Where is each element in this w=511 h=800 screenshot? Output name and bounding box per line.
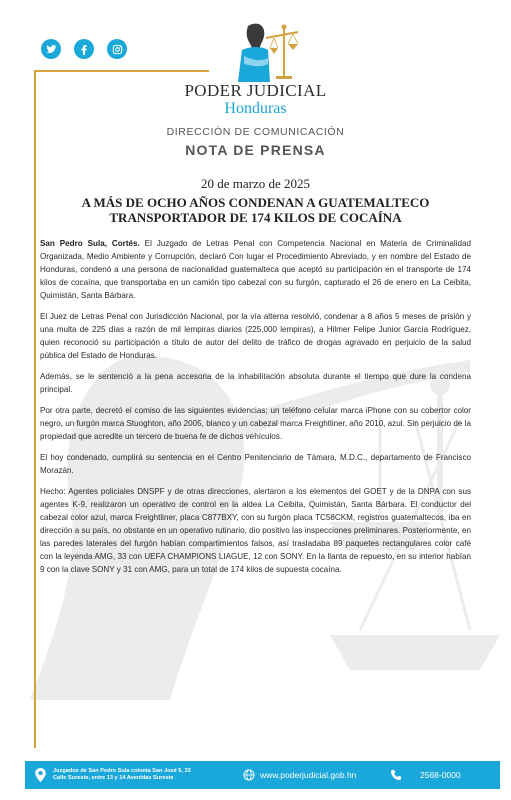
paragraph-2: El Juez de Letras Penal con Jurisdicción Nacional, por la vía alterna resolvió, condenar a 8 años 5 meses de prisión y una multa de 225 días a razón de mil lempiras diarios (225,000 lempiras), a Hilmer Felipe Junior García Rodríguez, quien reconoció su participación a título de autor del delito de tráfico de drogas agravado en perjuicio de la salud pública del Estado de Honduras.	[40, 312, 471, 360]
footer-bar	[25, 761, 500, 789]
footer-address	[53, 768, 233, 782]
phone-icon	[390, 769, 402, 781]
instagram-icon[interactable]	[107, 39, 127, 59]
article-date: 20 de marzo de 2025	[200, 176, 311, 191]
paragraph-1-text: El Juzgado de Letras Penal con Competencia Nacional en Materia de Criminalidad Organizada, Medio Ambiente y Corrupción, declaró Con lugar el Procedimiento Abreviado, y en nombre del Estado de Honduras, condenó a una persona de nacionalidad guatemalteca que aceptó su participación en el transporte de 174 kilos de cocaína, que transportaba en un camión tipo cabezal con su furgón, capturado el 26 de enero en La Ceibita, Quimistán, Santa Bárbara.	[40, 239, 471, 300]
poder-judicial-logo	[230, 18, 300, 88]
frame-left-line	[34, 70, 36, 748]
address-line-2: Calle Sureste, entre 13 y 14 Avenidas Sureste	[53, 775, 174, 781]
phone-number: 2568-0000	[420, 770, 461, 780]
article-headline	[40, 195, 471, 225]
globe-icon	[243, 769, 255, 781]
facebook-icon[interactable]	[74, 39, 94, 59]
headline-line-1: A MÁS DE OCHO AÑOS CONDENAN A GUATEMALTECO	[81, 195, 430, 210]
paragraph-1	[40, 237, 471, 302]
website-link[interactable]: www.poderjudicial.gob.hn	[260, 770, 357, 780]
department-title: DIRECCIÓN DE COMUNICACIÓN	[166, 126, 345, 138]
frame-top-line	[34, 70, 209, 72]
headline-line-2: TRANSPORTADOR DE 174 KILOS DE COCAÍNA	[109, 210, 402, 225]
paragraph-5: El hoy condenado, cumplirá su sentencia en el Centro Penitenciario de Támara, M.D.C., departamento de Francisco Morazán.	[40, 453, 471, 475]
twitter-icon[interactable]	[41, 39, 61, 59]
paragraph-4: Por otra parte, decretó el comiso de las siguientes evidencias; un teléfono celular marca iPhone con su cobertor color negro, un furgón marca Stuoghton, año 2005, blanco y un cabezal marca Freightliner, año 2010, azul. Sin perjuicio de la propiedad que acredite un tercero de buena fe de dichos vehículos.	[40, 406, 471, 441]
address-line-1: Juzgados de San Pedro Sula colonia San José 5, 33	[53, 768, 191, 774]
paragraph-6: Hecho: Agentes policiales DNSPF y de otras direcciones, alertaron a los elementos del GOET y de la DNPA con sus agentes K-9, realizaron un operativo de control en la aldea La Ceibita, Quimistán, Santa Bárbara. El conductor del cabezal color azul, marca Freightliner, placa C877BXY, con su furgón placa TC58CKM, registros guatemaltecos, iba en dirección a su país, no obstante en un operativo rutinario, dio positivo las inspecciones preliminares. Posteriormente, en las paredes laterales del furgón habían compartimientos falsos, así trasladaba 89 paquetes rectangulares color café con la leyenda AMG, 33 con UEFA CHAMPIONS LIAGUE, 12 con SONY. En la llanta de repuesto, en su interior habían 9 con la clave SONY y 31 con AMG, para un total de 174 kilos de supuesta cocaína.	[40, 487, 471, 574]
document-type: NOTA DE PRENSA	[185, 142, 326, 158]
org-name: PODER JUDICIAL	[184, 81, 327, 100]
paragraph-3: Además, se le sentenció a la pena accesoria de la inhabilitación absoluta durante el tiempo que dure la condena principal.	[40, 372, 471, 394]
article-body	[40, 237, 471, 584]
org-country: Honduras	[224, 100, 287, 117]
dateline: San Pedro Sula, Cortés.	[40, 239, 140, 248]
social-links	[41, 39, 127, 59]
location-pin-icon	[33, 766, 47, 784]
